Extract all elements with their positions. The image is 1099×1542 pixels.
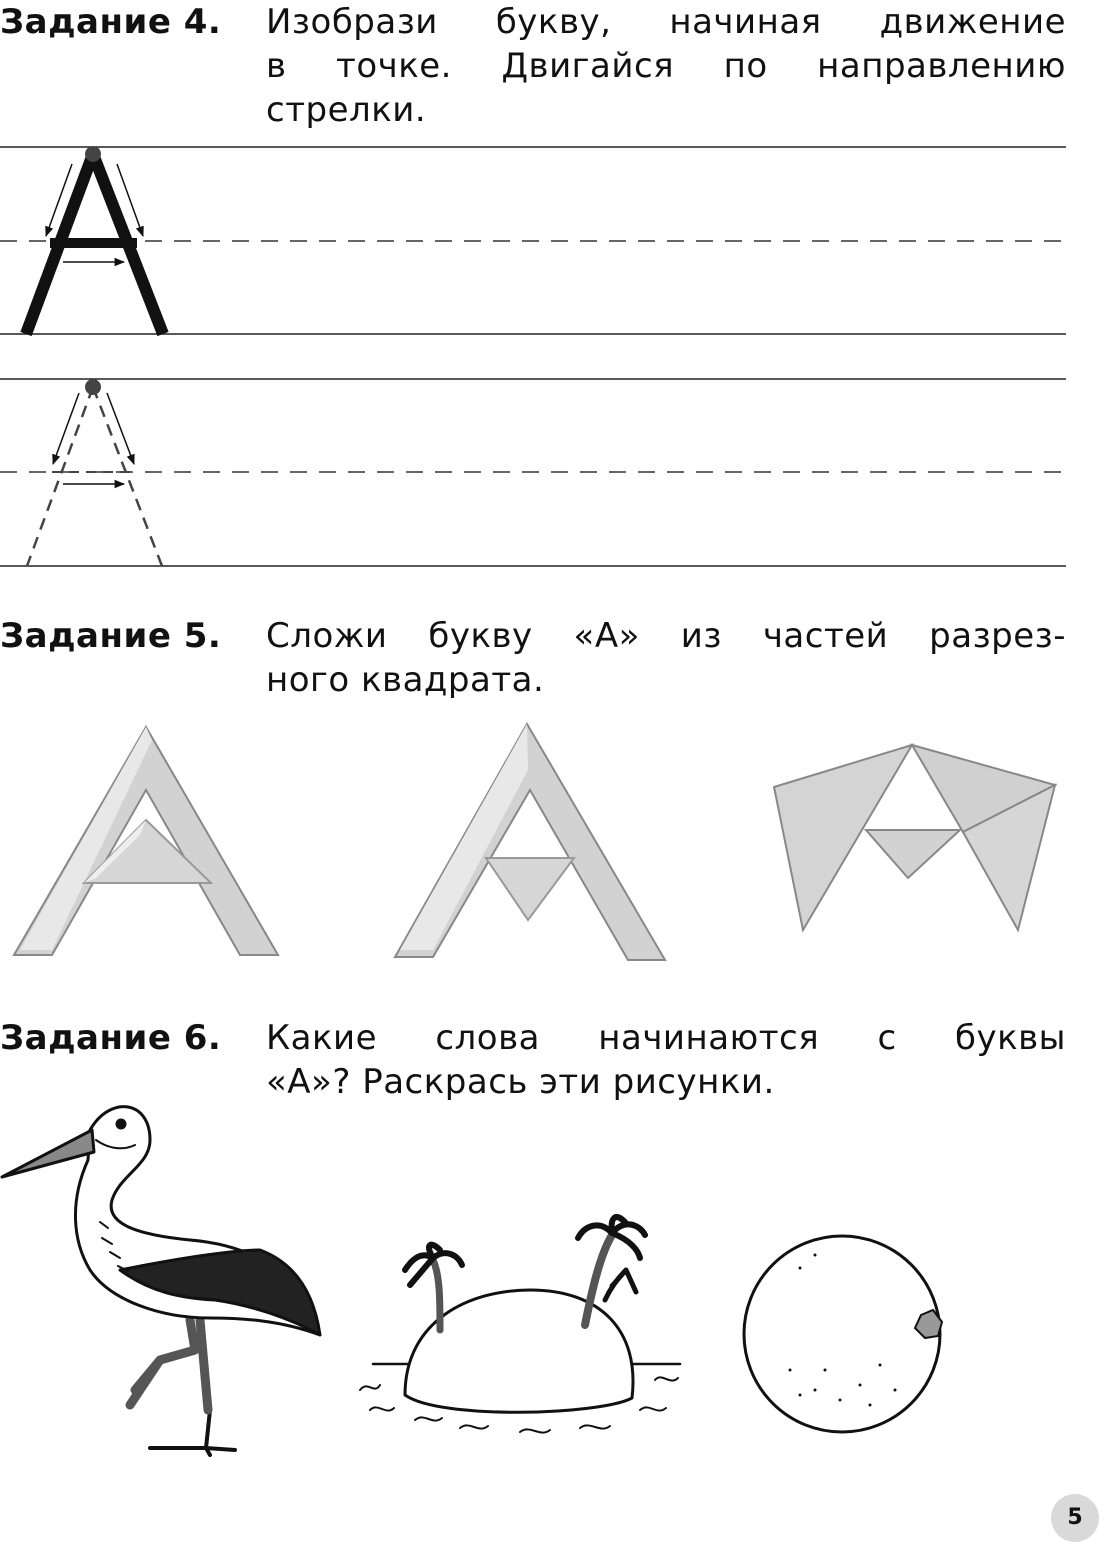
island-picture (360, 1217, 680, 1432)
letter-a-dotted (27, 379, 162, 566)
task-5-line-1: Сложи букву «А» из частей разрез- (266, 616, 1066, 656)
task-6-label: Задание 6. (0, 1018, 222, 1058)
task-5-text (266, 614, 1066, 702)
task-4-line-2: в точке. Двигайся по направлению (266, 46, 1066, 86)
writing-row-1 (0, 147, 1066, 334)
orange-picture (744, 1236, 942, 1432)
task-6-line-1: Какие слова начинаются с буквы (266, 1018, 1066, 1058)
task-4-label: Задание 4. (0, 2, 222, 42)
task-4-line-3: стрелки. (266, 90, 427, 130)
page-number: 5 (1051, 1494, 1099, 1542)
puzzle-letter-a-1 (14, 727, 278, 955)
task-5-line-2: ного квадрата. (266, 660, 545, 700)
task-5-label: Задание 5. (0, 616, 222, 656)
letter-a-sample (26, 146, 163, 334)
puzzle-letter-a-3 (774, 745, 1055, 930)
puzzle-letter-a-2 (395, 724, 665, 960)
task-6-text (266, 1016, 1066, 1104)
stork-picture (2, 1107, 320, 1455)
task-4-line-1: Изобрази букву, начиная движение (266, 2, 1066, 42)
task-6-line-2: «А»? Раскрась эти рисунки. (266, 1062, 775, 1102)
writing-row-2 (0, 379, 1066, 566)
